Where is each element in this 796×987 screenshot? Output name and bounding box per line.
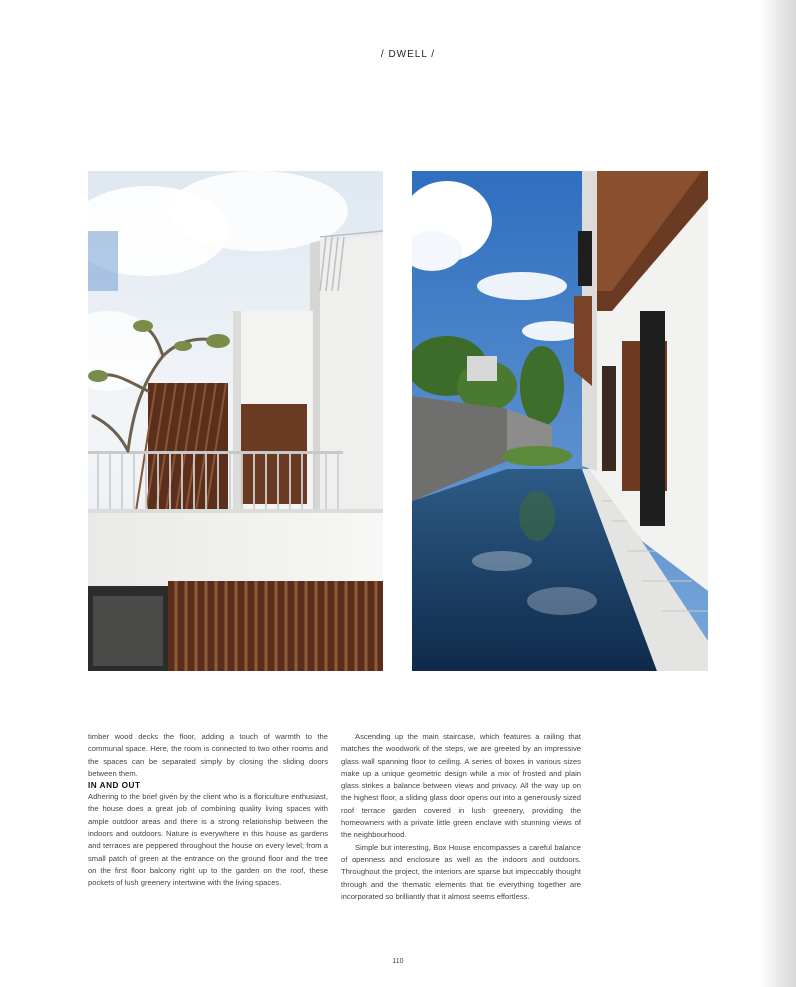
photo-lap-pool (412, 171, 708, 671)
article-subheading: IN AND OUT (88, 781, 141, 791)
photo-house-balconies (88, 171, 383, 671)
page-number: 110 (392, 958, 404, 965)
article-column-right (341, 731, 581, 903)
article-intro-paragraph: timber wood decks the floor, adding a touch of warmth to the communal space. Here, the room is connected to two other rooms and the spaces can be separated simply by closing the sliding doors between them. (88, 732, 328, 778)
article-column-left (88, 731, 328, 890)
article-paragraph: Adhering to the brief given by the client who is a floriculture enthusiast, the house does a great job of combining quality living spaces with ample outdoor areas and there is a strong relationship between the indoors and outdoors. Nature is everywhere in this house as gardens and terraces are peppered throughout the house on every level; from a small patch of green at the entrance on the ground floor and the tree on the first floor balcony right up to the garden on the roof, these pockets of lush greenery intertwine with the living spaces. (88, 792, 328, 888)
section-tag: / DWELL / (380, 49, 436, 60)
article-paragraph: Ascending up the main staircase, which features a railing that matches the woodwork of the steps, we are greeted by an impressive glass wall spanning floor to ceiling. A series of boxes in various sizes make up a unique geometric design while a mix of frosted and plain glass strikes a balance between views and privacy. All the way up on the highest floor, a sliding glass door opens out into a generously sized roof terrace garden covered in lush greenery, providing the homeowners with a private little green enclave with stunning views of the neighbourhood. (341, 732, 581, 840)
article-paragraph: Simple but interesting, Box House encompasses a careful balance of openness and enclosure as well as the indoors and outdoors. Throughout the project, the interiors are sparse but impeccably thought through and the thematic elements that tie everything together are incorporated so brilliantly that it almost seems effortless. (341, 842, 581, 901)
page-edge-shadow (760, 0, 796, 987)
